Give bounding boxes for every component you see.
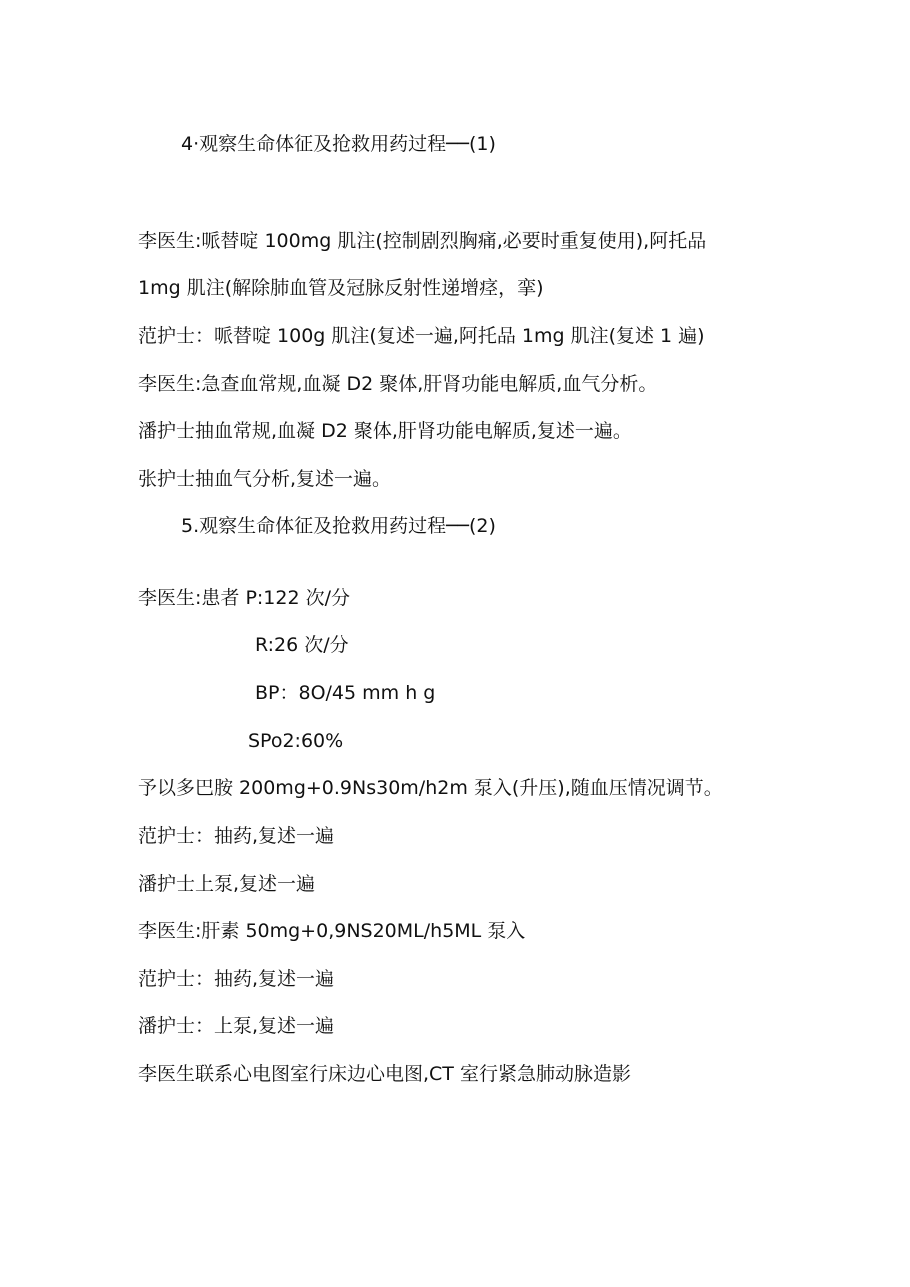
text-line: 张护士抽血气分析,复述一遍。 <box>138 468 392 490</box>
text-line: 1mg 肌注(解除肺血管及冠脉反射性递增痉，挛) <box>138 277 544 299</box>
vital-spo2: SPo2:60% <box>248 730 344 752</box>
text-line: 李医生:肝素 50mg+0,9NS20ML/h5ML 泵入 <box>138 920 526 942</box>
text-line: 范护士：抽药,复述一遍 <box>138 968 335 990</box>
section-heading-4: 4·观察生命体征及抢救用药过程──(1) <box>181 133 496 155</box>
text-line: 范护士：抽药,复述一遍 <box>138 825 335 847</box>
text-line: 李医生:急查血常规,血凝 D2 聚体,肝肾功能电解质,血气分析。 <box>138 373 658 395</box>
text-line: 潘护士：上泵,复述一遍 <box>138 1015 335 1037</box>
vital-pulse: 李医生:患者 P:122 次/分 <box>138 587 351 609</box>
vital-blood-pressure: BP：8O/45 mm h g <box>255 682 436 704</box>
text-line: 范护士：哌替啶 100g 肌注(复述一遍,阿托品 1mg 肌注(复述 1 遍) <box>138 325 705 347</box>
text-line: 潘护士抽血常规,血凝 D2 聚体,肝肾功能电解质,复述一遍。 <box>138 420 632 442</box>
section-heading-5: 5.观察生命体征及抢救用药过程──(2) <box>181 515 496 537</box>
text-line: 予以多巴胺 200mg+0.9Ns30m/h2m 泵入(升压),随血压情况调节。 <box>138 777 723 799</box>
vital-respiration: R:26 次/分 <box>255 634 349 656</box>
text-line: 李医生:哌替啶 100mg 肌注(控制剧烈胸痛,必要时重复使用),阿托品 <box>138 230 707 252</box>
text-line: 潘护士上泵,复述一遍 <box>138 873 316 895</box>
text-line: 李医生联系心电图室行床边心电图,CT 室行紧急肺动脉造影 <box>138 1063 631 1085</box>
